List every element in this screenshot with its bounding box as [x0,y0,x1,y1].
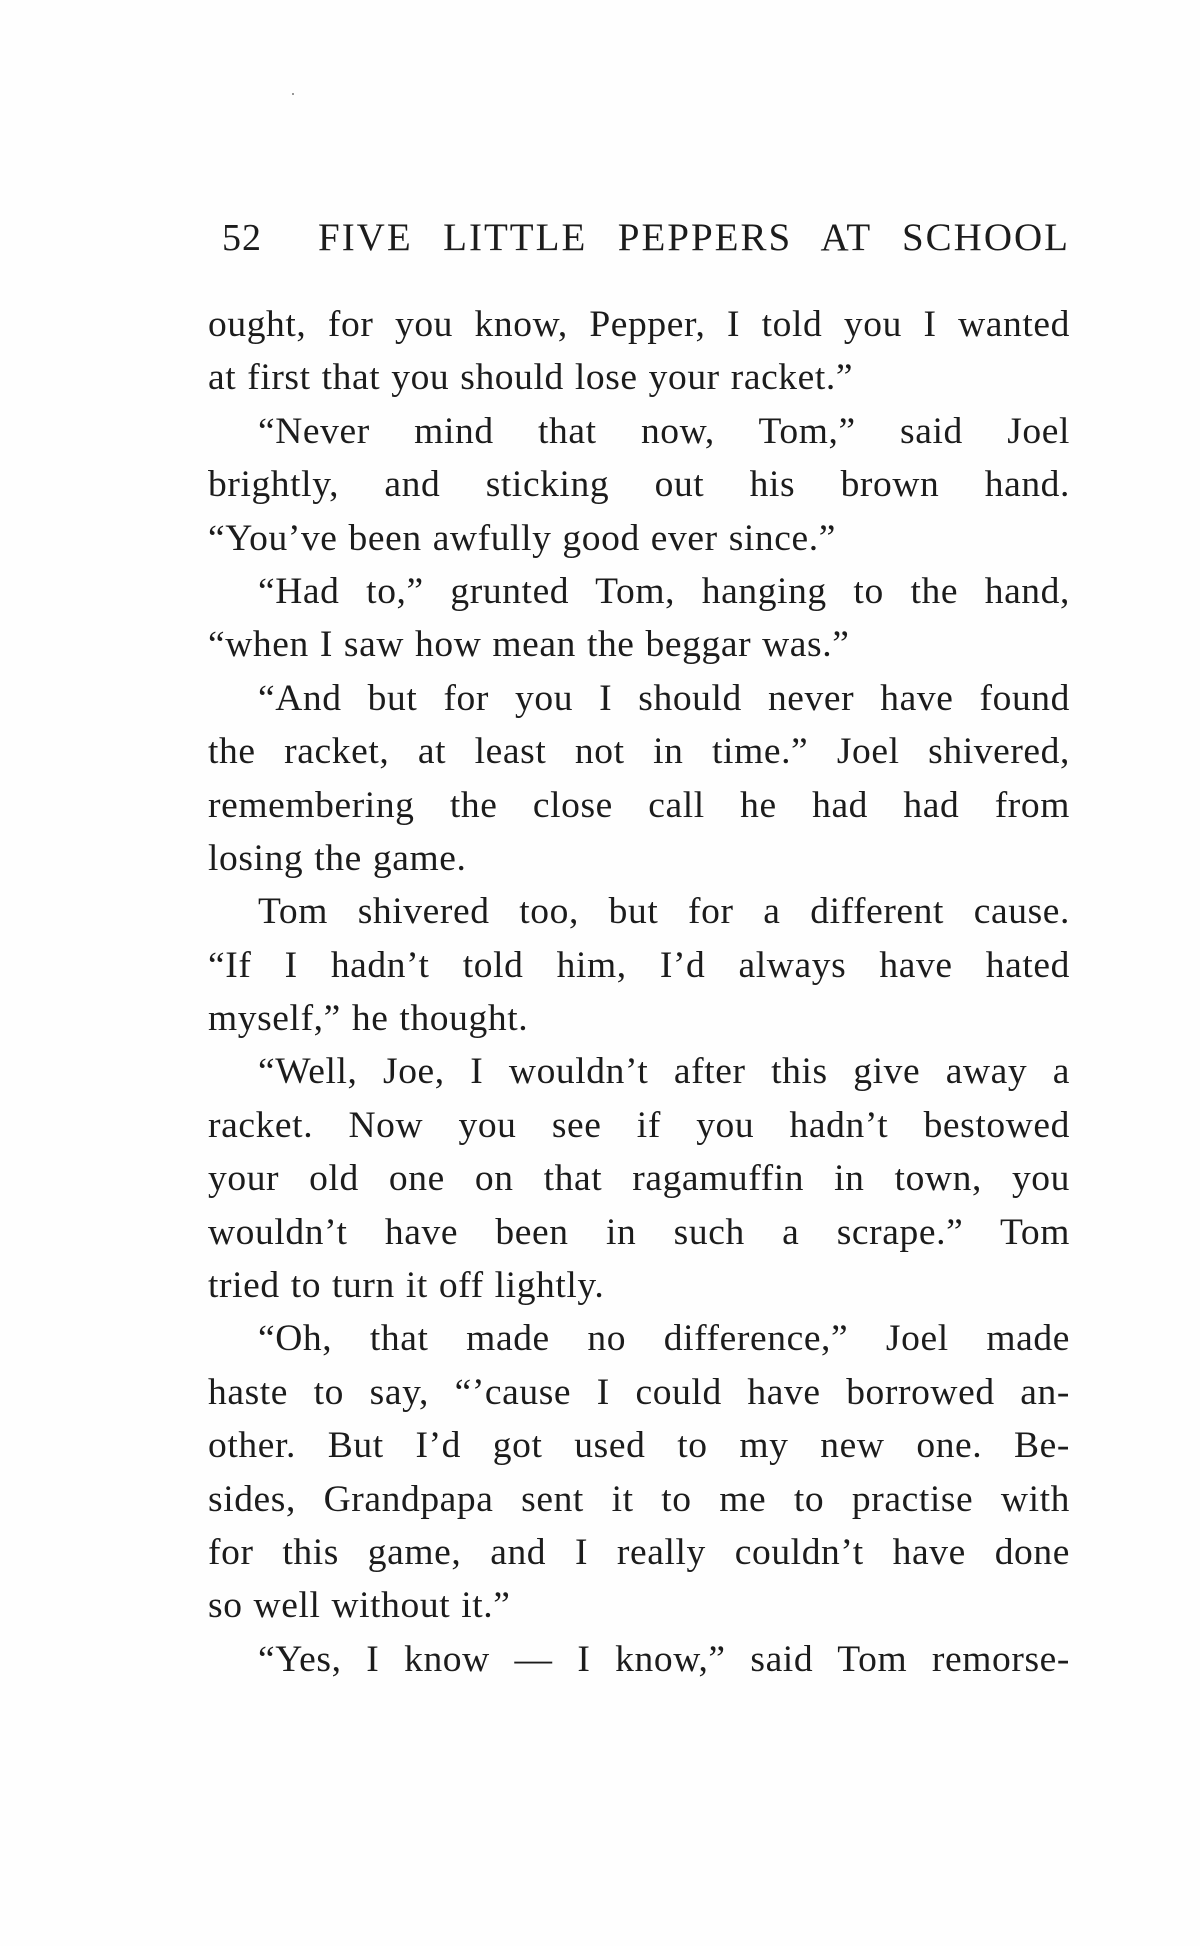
text-line: for this game, and I really couldn’t have done [208,1531,1070,1573]
text-line: sides, Grandpapa sent it to me to practise with [208,1478,1070,1520]
text-line: myself,” he thought. [208,998,529,1040]
text-line: racket. Now you see if you hadn’t bestowed [208,1104,1070,1146]
text-line: wouldn’t have been in such a scrape.” Tom [208,1211,1070,1253]
text-line: other. But I’d got used to my new one. Be- [208,1425,1070,1467]
book-title: FIVE LITTLE PEPPERS AT SCHOOL [318,216,1070,259]
text-line: at first that you should lose your racket.” [208,357,854,399]
text-line: Tom shivered too, but for a different cause. [258,891,1070,933]
text-line: “Yes, I know — I know,” said Tom remorse- [258,1638,1070,1680]
text-line: the racket, at least not in time.” Joel shivered, [208,731,1070,773]
text-line: ought, for you know, Pepper, I told you I wanted [208,304,1070,345]
text-line: “You’ve been awfully good ever since.” [208,517,836,559]
text-line: remembering the close call he had had from [208,784,1070,826]
text-line: brightly, and sticking out his brown hand. [208,464,1070,506]
page-body-text [208,298,1070,1686]
text-line: losing the game. [208,837,467,879]
paper-speck [292,93,294,95]
text-line: your old one on that ragamuffin in town, you [208,1158,1070,1200]
text-line: haste to say, “’cause I could have borrowed an- [208,1371,1070,1413]
text-line: “Never mind that now, Tom,” said Joel [258,410,1070,452]
page-number: 52 [222,217,262,259]
running-head [222,213,1072,263]
text-line: tried to turn it off lightly. [208,1265,605,1307]
text-line: “If I hadn’t told him, I’d always have hated [208,944,1070,986]
text-line: “Oh, that made no difference,” Joel made [258,1318,1070,1360]
text-line: so well without it.” [208,1585,511,1627]
text-line: “Well, Joe, I wouldn’t after this give away a [258,1051,1070,1093]
text-line: “Had to,” grunted Tom, hanging to the hand, [258,570,1070,612]
text-line: “And but for you I should never have found [258,677,1070,719]
text-line: “when I saw how mean the beggar was.” [208,624,850,666]
